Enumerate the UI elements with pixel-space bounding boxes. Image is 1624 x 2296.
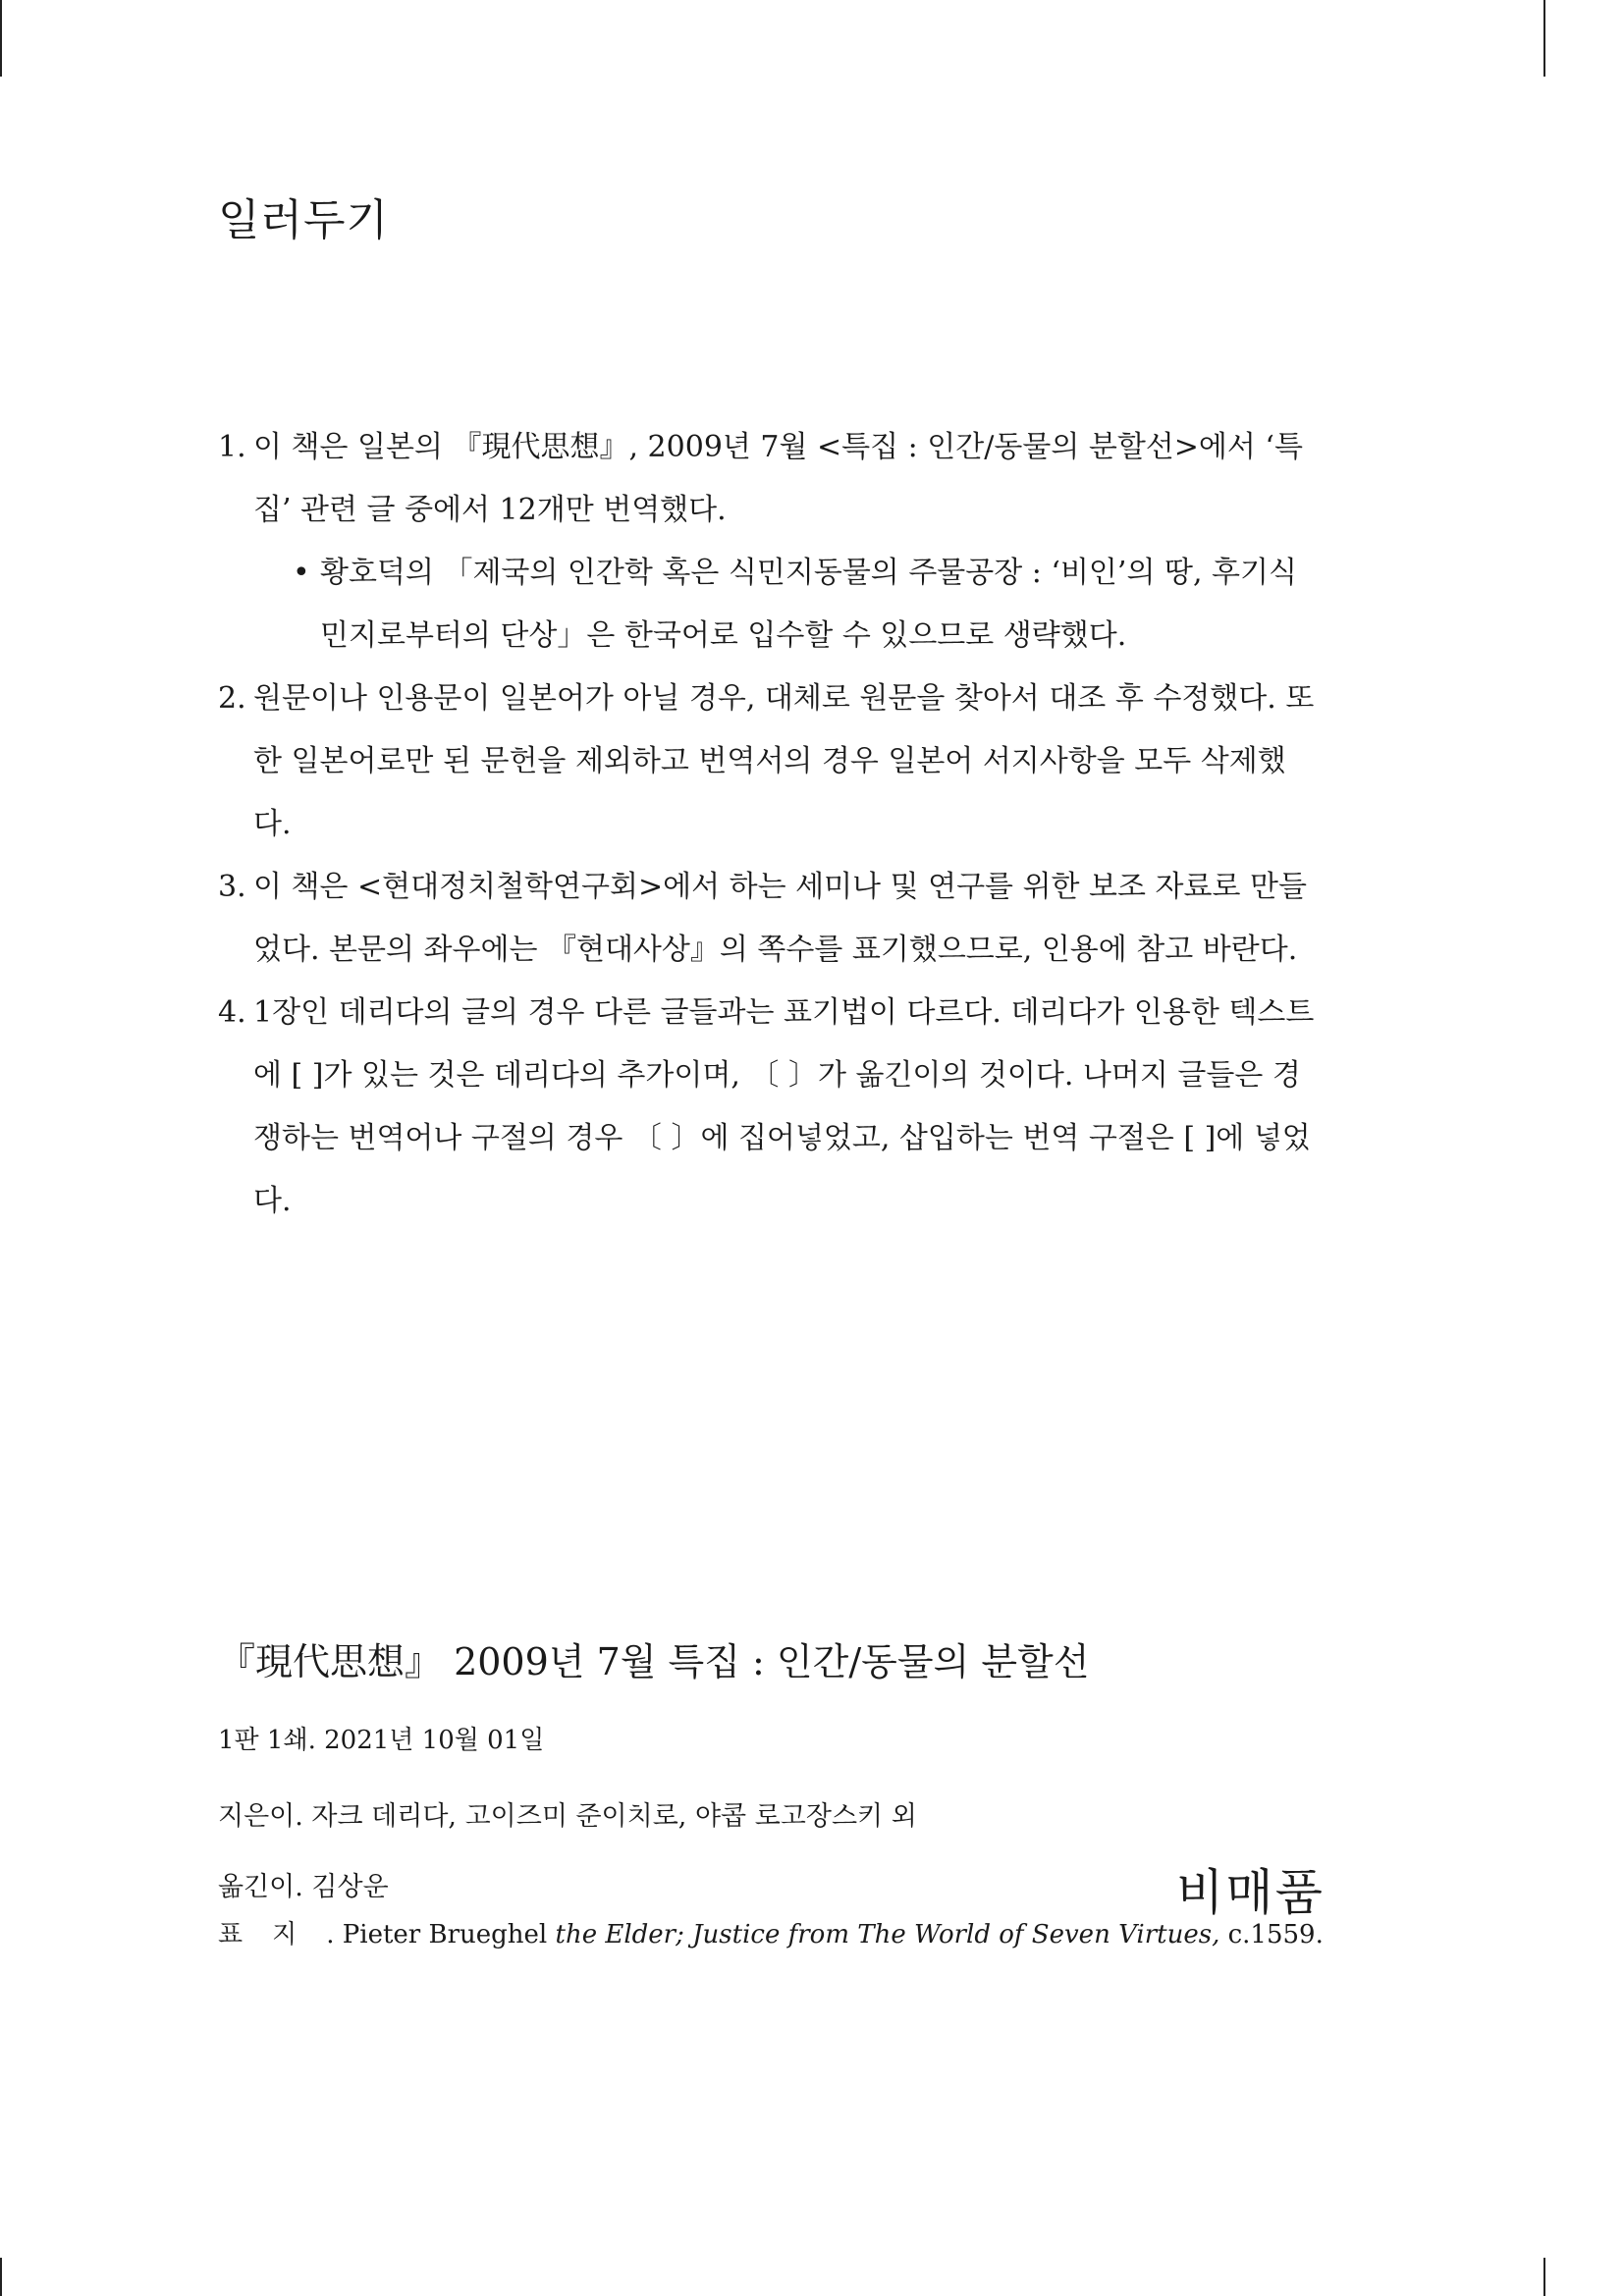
note-text: 1장인 데리다의 글의 경우 다른 글들과는 표기법이 다르다. 데리다가 인용한 텍스트에 [ ]가 있는 것은 데리다의 추가이며, 〔 〕가 옮긴이의 것이다. 나머지 글들은 경쟁하는 번역어나 구절의 경우 〔 〕에 집어넣었고, 삽입하는 번역 구절은 [ ]에 넣었다. <box>253 995 1315 1218</box>
note-text: 원문이나 인용문이 일본어가 아닐 경우, 대체로 원문을 찾아서 대조 후 수정했다. 또한 일본어로만 된 문헌을 제외하고 번역서의 경우 일본어 서지사항을 모두 삭제했다. <box>253 681 1315 841</box>
note-item <box>218 982 1324 1233</box>
subnote-text: 황호덕의 「제국의 인간학 혹은 식민지동물의 주물공장 : ‘비인’의 땅, 후기식민지로부터의 단상」은 한국어로 입수할 수 있으므로 생략했다. <box>320 556 1297 653</box>
note-number: 1. <box>218 430 246 464</box>
subnote-list <box>253 542 1324 667</box>
note-item <box>218 416 1324 667</box>
colophon-title: 『現代思想』 2009년 7월 특집 : 인간/동물의 분할선 <box>218 1640 1090 1683</box>
note-item <box>218 856 1324 982</box>
translator-line: 옮긴이. 김상운 <box>218 1872 389 1902</box>
note-number: 3. <box>218 870 246 904</box>
crop-mark-bottom-right <box>1543 2258 1545 2296</box>
authors-line: 지은이. 자크 데리다, 고이즈미 준이치로, 야콥 로고장스키 외 <box>218 1801 917 1832</box>
edition-line: 1판 1쇄. 2021년 10월 01일 <box>218 1726 545 1755</box>
note-text: 이 책은 <현대정치철학연구회>에서 하는 세미나 및 연구를 위한 보조 자료로 만들었다. 본문의 좌우에는 『현대사상』의 쪽수를 표기했으므로, 인용에 참고 바란다. <box>253 870 1307 967</box>
crop-mark-bottom-left <box>0 2258 2 2296</box>
bullet-icon: • <box>293 556 310 590</box>
crop-mark-top-left <box>0 0 2 77</box>
cover-work-title: the Elder; Justice from The World of Seven Virtues, <box>555 1920 1220 1949</box>
not-for-sale-label: 비매품 <box>1176 1864 1325 1921</box>
cover-label: 표지 <box>218 1920 327 1949</box>
cover-artist: . Pieter Brueghel <box>326 1920 556 1949</box>
note-number: 2. <box>218 681 246 716</box>
note-text: 이 책은 일본의 『現代思想』, 2009년 7월 <특집 : 인간/동물의 분할선>에서 ‘특집’ 관련 글 중에서 12개만 번역했다. <box>253 430 1303 527</box>
subnote-item <box>253 542 1324 667</box>
note-number: 4. <box>218 995 246 1030</box>
note-item <box>218 667 1324 856</box>
page-heading: 일러두기 <box>218 195 390 245</box>
notes-list <box>218 416 1324 1233</box>
cover-date: c.1559. <box>1219 1920 1324 1949</box>
crop-mark-top-right <box>1543 0 1545 77</box>
cover-credit <box>218 1914 1324 1950</box>
